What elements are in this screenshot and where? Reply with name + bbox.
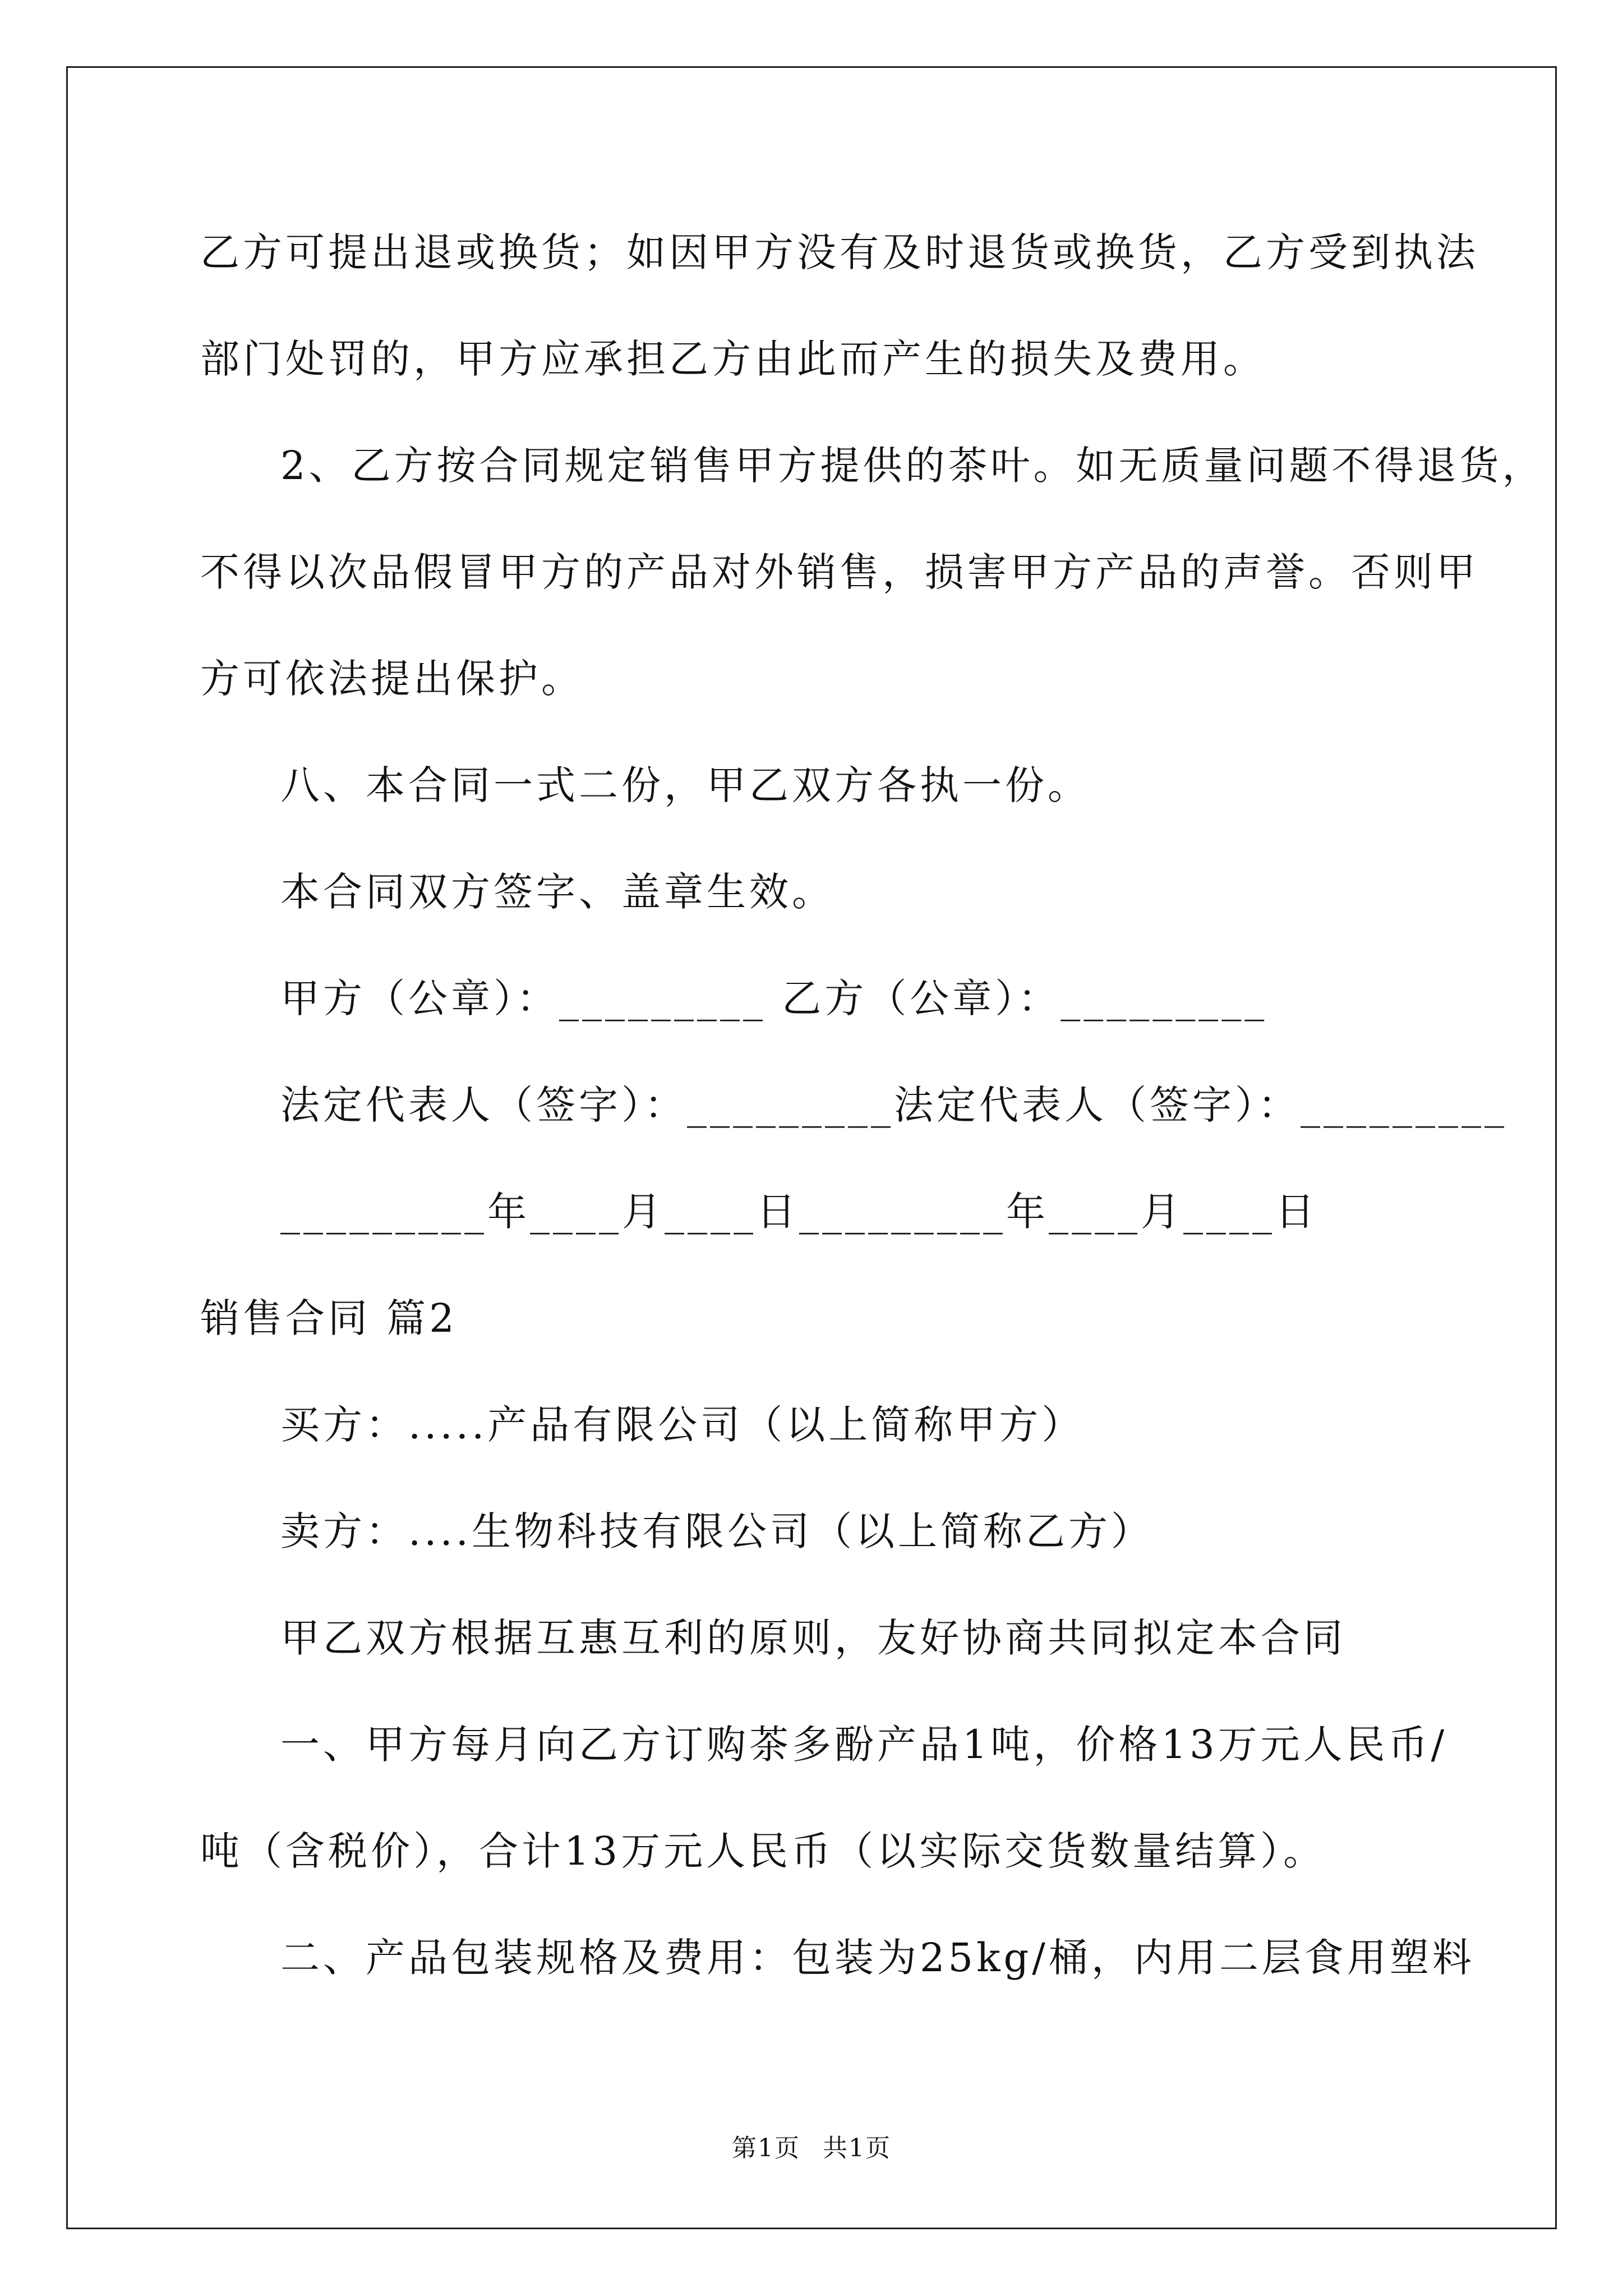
signature-line: 法定代表人（签字）：_________法定代表人（签字）：_________ — [280, 1082, 1507, 1128]
buyer-line: 买方：.....产品有限公司（以上简称甲方） — [280, 1402, 1085, 1448]
paragraph-line: 方可依法提出保护。 — [200, 656, 584, 702]
page-border — [66, 66, 1557, 2229]
paragraph-line: 部门处罚的，甲方应承担乙方由此而产生的损失及费用。 — [200, 336, 1266, 382]
date-line: _________年____月____日_________年____月____日 — [280, 1189, 1318, 1235]
page-total: 共1页 — [823, 2134, 891, 2162]
intro-line: 甲乙双方根据互惠互利的原则，友好协商共同拟定本合同 — [280, 1615, 1346, 1661]
seller-line: 卖方：....生物科技有限公司（以上简称乙方） — [280, 1508, 1154, 1554]
paragraph-line: 吨（含税价），合计13万元人民币（以实际交货数量结算）。 — [200, 1828, 1326, 1874]
seal-line: 甲方（公章）：_________ 乙方（公章）：_________ — [280, 976, 1268, 1022]
section-title: 销售合同 篇2 — [200, 1295, 458, 1341]
page-number: 第1页 — [732, 2134, 800, 2162]
clause-2-line: 2、乙方按合同规定销售甲方提供的茶叶。如无质量问题不得退货， — [280, 443, 1545, 489]
effectiveness-line: 本合同双方签字、盖章生效。 — [280, 869, 834, 915]
clause-8-line: 八、本合同一式二份，甲乙双方各执一份。 — [280, 762, 1090, 808]
clause-1-line: 一、甲方每月向乙方订购茶多酚产品1吨，价格13万元人民币/ — [280, 1722, 1448, 1768]
clause-2b-line: 二、产品包装规格及费用：包装为25kg/桶，内用二层食用塑料 — [280, 1935, 1475, 1981]
paragraph-line: 乙方可提出退或换货；如因甲方没有及时退货或换货，乙方受到执法 — [200, 229, 1479, 275]
page-footer — [0, 2132, 1623, 2165]
paragraph-line: 不得以次品假冒甲方的产品对外销售，损害甲方产品的声誉。否则甲 — [200, 549, 1479, 595]
